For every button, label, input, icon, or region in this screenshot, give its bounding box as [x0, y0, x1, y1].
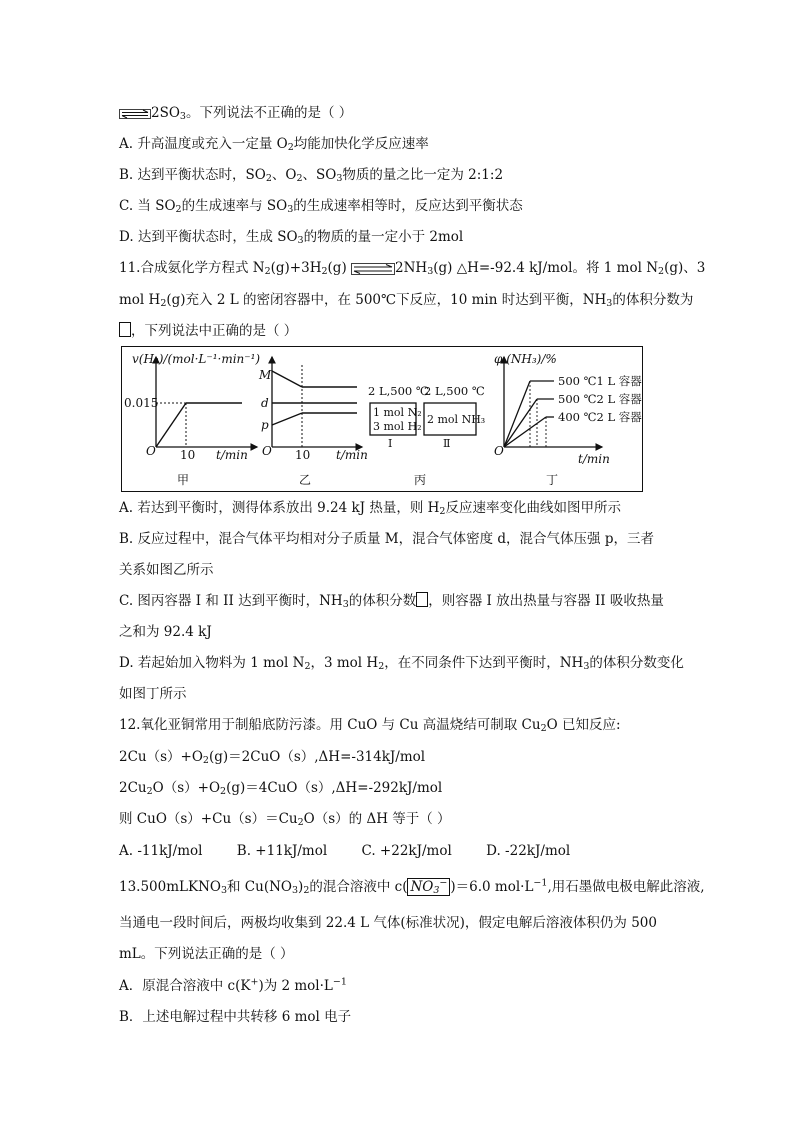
q12-eq2: $2Cu_2O(s)+O_2(g)=4CuO(s),\Delta H=-292kJ$/mol	[119, 780, 443, 797]
jia-origin: O	[146, 444, 156, 458]
q11-option-c-line1: C. 图丙容器 I 和 II 达到平衡时，$NH_3$的体积分数 ，则容器 I 放出热量与容器 II 吸收热量	[119, 593, 664, 610]
missing-formula-box	[416, 592, 428, 607]
q12-eq1: $2Cu(s)+O_2(g)=2CuO(s),\Delta H=-314kJ$/mol	[119, 749, 426, 766]
yi-label-d: d	[261, 396, 269, 410]
jia-xlabel: t/min	[216, 448, 248, 462]
yi-xlabel: t/min	[336, 448, 368, 462]
q13-option-a: A．原混合溶液中 c(K+)为 2 $mol\cdot L^{-1}$	[119, 976, 347, 994]
ding-series-3: 400 ℃2 L 容器	[558, 410, 642, 424]
q11-option-b-line1: B. 反应过程中，混合气体平均相对分子质量 M，混合气体密度 d，混合气体压强 p，三者	[119, 531, 654, 547]
bing-c2-title: 2 L,500 ℃	[424, 384, 485, 398]
graph-ding	[494, 352, 642, 487]
ding-series-2: 500 ℃2 L 容器	[558, 392, 642, 406]
q10-option-a: A. 升高温度或充入一定量 $O_2$均能加快化学反应速率	[119, 136, 429, 153]
ding-xlabel: t/min	[578, 452, 610, 466]
equilibrium-arrow-icon	[119, 109, 151, 119]
yi-caption: 乙	[299, 473, 312, 487]
bing-c1-line2: 3 mol H₂	[373, 420, 422, 433]
q12-ask: 则 $CuO(s)+Cu(s)=Cu_2O(s)$的 ΔH 等于（ ）	[119, 811, 451, 828]
q10-option-d: D. 达到平衡状态时，生成 $SO_3$的物质的量一定小于 2mol	[119, 229, 464, 246]
q11-option-c-line2: 之和为 92.4 kJ	[119, 624, 212, 640]
q11-figure	[121, 346, 643, 492]
graph-jia	[124, 352, 260, 487]
q10-option-b: B. 达到平衡状态时，$SO_2$、$O_2$、$SO_3$物质的量之比一定为 2:1:2	[119, 167, 504, 184]
bing-c1-line1: 1 mol N₂	[373, 406, 422, 419]
yi-label-p: p	[261, 418, 269, 432]
equilibrium-arrow-icon	[351, 263, 395, 275]
q11-option-d-line2: 如图丁所示	[119, 686, 187, 702]
q11-stem-line3: ，下列说法中正确的是（ ）	[119, 322, 297, 340]
bing-c2-line1: 2 mol NH₃	[427, 413, 486, 426]
q13-stem-line3: mL。下列说法正确的是（ ）	[119, 946, 294, 962]
q13-option-b: B．上述电解过程中共转移 6 mol 电子	[119, 1009, 352, 1025]
bing-caption: 丙	[414, 473, 427, 487]
ding-series-1: 500 ℃1 L 容器	[558, 374, 642, 388]
jia-y-tick: 0.015	[124, 396, 159, 410]
q13-stem-line2: 当通电一段时间后，两极均收集到 22.4 L 气体(标准状况)，假定电解后溶液体积仍为 500	[119, 915, 657, 931]
q12-options: A. -11kJ/mol B. +11kJ/mol C. +22kJ/mol D. -22kJ/mol	[119, 843, 571, 859]
q13-stem-line1: 13.500mLKNO$_3$和 $Cu(NO_3)_2$的混合溶液中 c( $NO_3^-$ )＝6.0 $mol\cdot L^{-1}$,用石墨做电极电解此溶液,	[119, 877, 705, 896]
yi-origin: O	[262, 444, 272, 458]
q11-option-b-line2: 关系如图乙所示	[119, 562, 214, 578]
missing-formula-box	[119, 322, 131, 337]
ding-ylabel: φ (NH₃)/%	[494, 352, 557, 366]
q12-stem: 12.氧化亚铜常用于制船底防污漆。用 CuO 与 Cu 高温烧结可制取 $Cu_2O$ 已知反应:	[119, 717, 621, 734]
bing-c2-num: Ⅱ	[443, 437, 451, 450]
diagram-bing	[368, 384, 485, 487]
graph-yi	[258, 357, 368, 487]
q11-option-d-line1: D. 若起始加入物料为 1 mol $N_2$，3 mol $H_2$，在不同条件下达到平衡时，$NH_3$的体积分数变化	[119, 655, 684, 672]
ding-origin: O	[494, 444, 504, 458]
bing-c1-title: 2 L,500 ℃	[368, 384, 429, 398]
yi-label-m: M	[259, 368, 272, 382]
jia-ylabel: v(H₂)/(mol·L⁻¹·min⁻¹)	[132, 352, 261, 366]
q11-option-a: A. 若达到平衡时，测得体系放出 9.24 kJ 热量，则 $H_2$反应速率变化曲线如图甲所示	[119, 500, 621, 517]
q10-stem-end: $2SO_3$。下列说法不正确的是（ ）	[119, 104, 352, 122]
ding-caption: 丁	[546, 473, 559, 487]
q11-stem-line2: mol $H_2(g)$充入 2 L 的密闭容器中，在 500℃下反应，10 min 时达到平衡，$NH_3$的体积分数为	[119, 292, 694, 309]
bing-c1-num: Ⅰ	[388, 437, 393, 450]
jia-caption: 甲	[177, 473, 190, 487]
nitrate-formula-box: $NO_3^-$	[407, 878, 450, 896]
q10-option-c: C. 当 $SO_2$的生成速率与 $SO_3$的生成速率相等时，反应达到平衡状态	[119, 198, 523, 215]
q11-stem-line1: 11.合成氨化学方程式 $N_2(g)+3H_2(g)$ $2NH_3(g)$ △H=-92.4 kJ/mol。将 1 mol $N_2(g)$、3	[119, 260, 706, 277]
q11-figure-svg	[122, 347, 642, 491]
yi-x-tick: 10	[295, 448, 311, 462]
jia-x-tick: 10	[180, 448, 196, 462]
